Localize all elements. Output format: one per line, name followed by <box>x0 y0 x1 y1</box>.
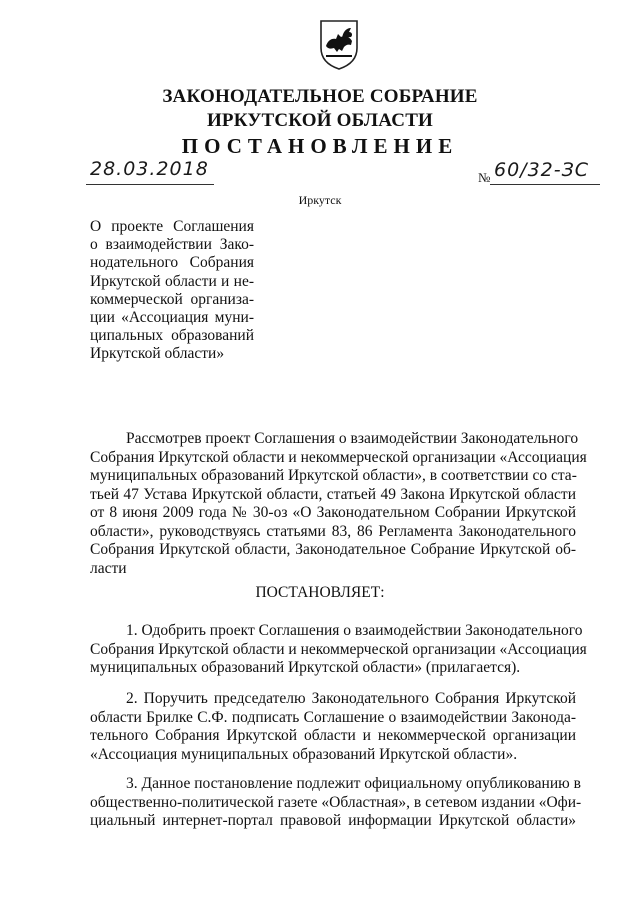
text-line: Рассмотрев проект Соглашения о взаимодействии Законодательного <box>126 430 579 447</box>
text-line: циальный интернет-портал правовой информации Иркутской области» <box>90 812 576 829</box>
subject-line: коммерческой организа- <box>90 290 254 308</box>
organization-name-line1: ЗАКОНОДАТЕЛЬНОЕ СОБРАНИЕ <box>162 86 478 107</box>
subject-line: О проекте Соглашения <box>90 218 254 235</box>
clause-1 <box>90 622 587 678</box>
text-line: тьей 47 Устава Иркутской области, статьей 49 Закона Иркутской области <box>90 485 576 503</box>
text-line: области Брилке С.Ф. подписать Соглашение о взаимодействии Законода- <box>90 708 576 726</box>
text-line: муниципальных образований Иркутской области» (прилагается). <box>90 659 521 676</box>
organization-name-line2: ИРКУТСКОЙ ОБЛАСТИ <box>206 110 434 131</box>
text-line: ласти <box>90 559 127 577</box>
subject-line: ципальных образований <box>90 327 254 345</box>
document-type-title: ПОСТАНОВЛЕНИЕ <box>181 134 459 158</box>
text-line: Собрания Иркутской области и некоммерческой организации «Ассоциация <box>90 640 587 658</box>
resolve-heading: ПОСТАНОВЛЯЕТ: <box>255 584 385 601</box>
subject-line: о взаимодействии Зако- <box>90 236 254 254</box>
subject-line: Иркутской области» <box>90 345 225 363</box>
document-subject <box>90 218 254 364</box>
text-line: Собрания Иркутской области и некоммерческой организации «Ассоциация <box>90 448 587 466</box>
subject-line: Иркутской области и не- <box>90 272 254 290</box>
text-line: Собрания Иркутской области, Законодательное Собрание Иркутской об- <box>90 541 576 558</box>
text-line: муниципальных образований Иркутской области», в соответствии со ста- <box>90 467 577 484</box>
document-date: 28.03.2018 <box>90 158 209 180</box>
text-line: от 8 июня 2009 года № 30-оз «О Законодательном Собрании Иркутской <box>90 504 576 521</box>
clause-3 <box>90 775 582 831</box>
number-underline <box>490 184 600 185</box>
text-line: общественно-политической газете «Областная», в сетевом издании «Офи- <box>90 793 582 811</box>
document-city: Иркутск <box>298 193 342 207</box>
text-line: «Ассоциация муниципальных образований Иркутской области». <box>90 745 518 763</box>
number-prefix: № <box>478 170 491 185</box>
text-line: 2. Поручить председателю Законодательного Собрания Иркутской <box>126 690 576 707</box>
irkutsk-coat-of-arms-icon <box>318 18 360 70</box>
preamble-paragraph <box>90 430 587 578</box>
text-line: 1. Одобрить проект Соглашения о взаимодействии Законодательного <box>126 622 583 639</box>
clause-2 <box>90 690 576 764</box>
text-line: области», руководствуясь статьями 83, 86 Регламента Законодательного <box>90 522 576 540</box>
document-number: 60/32-ЗС <box>494 159 590 181</box>
date-underline <box>86 184 214 185</box>
text-line: тельного Собрания Иркутской области и некоммерческой организации <box>90 727 576 744</box>
subject-line: ции «Ассоциация муни- <box>90 309 254 327</box>
subject-line: нодательного Собрания <box>90 254 254 272</box>
text-line: 3. Данное постановление подлежит официальному опубликованию в <box>126 775 581 792</box>
